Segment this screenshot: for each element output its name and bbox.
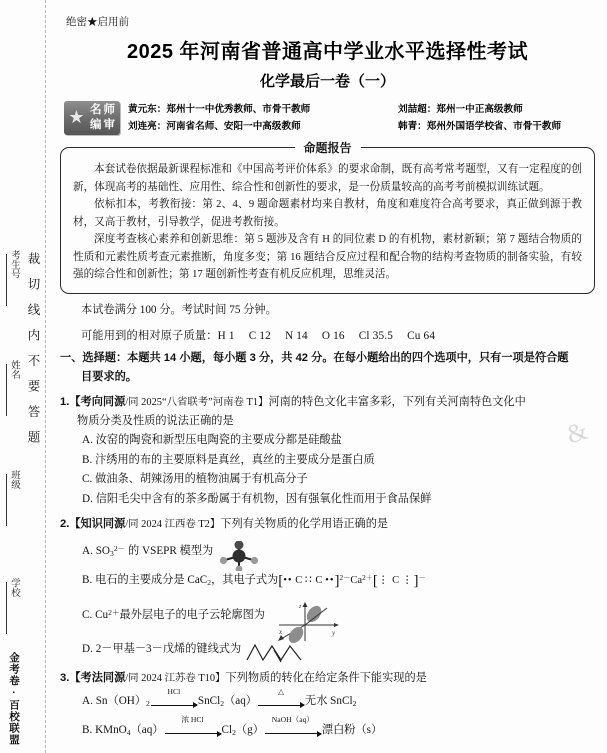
section-heading (60, 349, 595, 387)
question-number: 1. (60, 395, 70, 408)
atomic-mass-item: H 1 (217, 329, 235, 342)
editor-name: 刘喆超：郑州一中正高级教师 (398, 104, 523, 115)
badge-line-1: 名师 (90, 104, 117, 116)
editor-name: 刘连亮：河南省名师、安阳一中高级教师 (128, 121, 301, 132)
option-row (60, 688, 595, 717)
question-source: /同 2025“八省联考”河南卷 T1】 (125, 396, 269, 408)
option-letter: B. (82, 723, 93, 736)
option-row (60, 451, 595, 471)
option-letter: D. (82, 492, 93, 505)
field-class: 班级 (6, 470, 21, 526)
atomic-mass-label: 可能用到的相对原子质量： (81, 329, 218, 342)
field-student-id: 考生号 (6, 250, 21, 306)
page-title: 2025 年河南省普通高中学业水平选择性考试 (126, 41, 529, 63)
option-text: 的 VSEPR 模型为 (125, 545, 214, 558)
option-row (60, 569, 595, 592)
option-letter: B. (82, 574, 93, 587)
section-heading-text: 一、选择题：本题共 14 小题，每小题 3 分，共 42 分。在每小题给出的四个选项中，只有一项是符合题 (60, 351, 569, 364)
svg-text:x: x (279, 628, 283, 637)
cut-margin (0, 0, 46, 753)
reaction-arrow (258, 686, 304, 706)
vsepr-model-icon (216, 541, 262, 571)
question-2 (60, 515, 595, 663)
reactant: $Sn(OH)_2$ (95, 694, 150, 708)
option-row (60, 470, 595, 490)
question-text: 下列物质的转化在给定条件下能实现的是 (225, 671, 427, 684)
atomic-mass-item: N 14 (284, 329, 308, 342)
option-row (60, 717, 595, 746)
svg-text:y: y (332, 629, 336, 638)
question-stem (60, 669, 595, 688)
option-row (60, 431, 595, 451)
option-letter: A. (82, 545, 93, 558)
editor-name: 韩青：郑州外国语学校省、市骨干教师 (398, 121, 562, 132)
score-time-line: 本试卷满分 100 分。考试时间 75 分钟。 (81, 303, 277, 316)
secret-mark: 绝密★启用前 (66, 16, 129, 28)
option-letter: D. (82, 642, 93, 655)
editor-columns (128, 101, 595, 135)
brand-label: 金考卷·百校联盟 (8, 651, 20, 745)
report-paragraph: 深度考查核心素养和创新思维：第 5 题涉及含有 H 的同位素 D 的有机物，素材新颖；第 7 题结合物质的性质和元素性质考查元素推断，角度多变；第 16 题结合反应过程和配合物的结构考查物质的制备实验，有较强的综合性和创新性；第 17 题创新性考查有机反应机理，思维灵活。 (73, 234, 582, 280)
option-letter: A. (82, 694, 93, 707)
editor-column-left (128, 101, 398, 135)
option-letter: C. (82, 473, 93, 485)
atomic-mass-item: Cu 64 (407, 329, 436, 342)
option-text: 电石的主要成分是 CaC$_2$，其电子式为 (95, 574, 279, 587)
badge-text (90, 103, 117, 133)
reactant: KMnO$_4$（aq） (95, 723, 164, 737)
option-text: $Cu^{2+}$最外层电子的电子云轮廓图为 (95, 607, 265, 621)
section-heading-cont: 目要求的。 (81, 370, 137, 383)
question-3 (60, 669, 595, 746)
reaction-arrow (151, 686, 197, 706)
question-number: 2. (60, 518, 70, 530)
reaction-condition: HCl (167, 686, 181, 696)
svg-text:z: z (299, 604, 302, 611)
question-1 (60, 393, 595, 510)
editor-name: 黄元东：郑州十一中优秀教师、市骨干教师 (128, 104, 311, 115)
page-content (46, 0, 607, 753)
editor-column-right (398, 101, 595, 135)
option-letter: C. (82, 608, 93, 621)
product: 漂白粉（s） (321, 723, 383, 736)
skeletal-formula-icon (245, 641, 305, 663)
field-name: 姓名 (6, 360, 21, 416)
report-box (60, 141, 595, 294)
atomic-mass-item: C 12 (248, 329, 271, 342)
question-tag: 【考法同源 (69, 671, 126, 684)
product: 无水 SnCl$_2$ (305, 694, 357, 708)
question-text-cont: 物质分类及性质的说法正确的是 (77, 414, 234, 427)
question-text: 河南的特色文化丰富多彩，下列有关河南特色文化中 (268, 395, 526, 408)
question-stem (60, 515, 595, 534)
electron-formula: [•• C ∷ C $••]^{2-}Ca^{2+}[⋮$ C ⋮]－ (278, 573, 426, 590)
watermark: & (562, 415, 591, 450)
option-text: 汴绣用的布的主要原料是真丝，真丝的主要成分是蛋白质 (95, 453, 375, 466)
question-number: 3. (60, 671, 70, 684)
reaction-condition: △ (278, 686, 284, 696)
page-subtitle: 化学最后一卷（一） (259, 73, 395, 90)
reaction-arrow (265, 715, 321, 734)
option-letter: B. (82, 453, 93, 466)
atomic-mass-item: Cl 35.5 (358, 329, 394, 342)
option-text: 做油条、胡辣汤用的植物油属于有机高分子 (95, 473, 308, 485)
option-formula: $SO_3^{2-}$ (95, 544, 126, 559)
option-text: 信阳毛尖中含有的茶多酚属于有机物，因有强氧化性而用于食品保鲜 (95, 492, 432, 505)
editor-badge (64, 101, 120, 135)
question-source: /同 2024 江西卷 T2】 (125, 519, 221, 530)
option-row (60, 412, 595, 432)
field-school: 学校 (6, 578, 21, 634)
option-text: 汝窑的陶瓷和新型压电陶瓷的主要成分都是硅酸盐 (95, 434, 342, 446)
editors-block (60, 101, 595, 135)
reaction-arrow (165, 715, 221, 734)
reaction-condition: 浓 HCl (181, 715, 204, 725)
option-row (60, 592, 595, 638)
report-paragraph: 依标扣本，考教衔接：第 2、4、9 题命题素材均来自教材，角度和难度符合高考要求，真正做到源于教材，又高于教材，引导教学，促进考教衔接。 (73, 199, 582, 228)
question-tag: 【考向同源 (69, 395, 126, 408)
cut-line-text: 裁切线内不要答题 (26, 252, 40, 456)
question-stem (60, 393, 595, 412)
question-tag: 【知识同源 (69, 518, 126, 530)
option-text: 2－甲基－3－戊烯的键线式为 (95, 642, 242, 655)
star-icon: ★ (68, 107, 85, 127)
report-paragraph: 本套试卷依据最新课程标准和《中国高考评价体系》的要求命制，既有高考常考题型，又有一定程度的创新，体现高考的基础性、应用性、综合性和创新性的要求，是一份质量较高的高考考前模拟训练试题。 (73, 164, 582, 193)
badge-line-2: 编审 (90, 119, 117, 131)
report-title: 命题报告 (294, 139, 360, 156)
question-source: /同 2024 江苏卷 T10】 (125, 672, 226, 684)
question-text: 下列有关物质的化学用语正确的是 (220, 518, 389, 530)
atomic-mass-line (60, 327, 595, 346)
option-row (60, 534, 595, 569)
atomic-mass-item: O 16 (321, 329, 345, 342)
option-letter: A. (82, 434, 93, 446)
intermediate: $Cl_2(g)$ (221, 723, 264, 737)
option-row (60, 490, 595, 510)
intermediate: SnCl$_2$（aq） (197, 694, 257, 708)
reaction-condition: NaOH（aq） (271, 715, 314, 725)
